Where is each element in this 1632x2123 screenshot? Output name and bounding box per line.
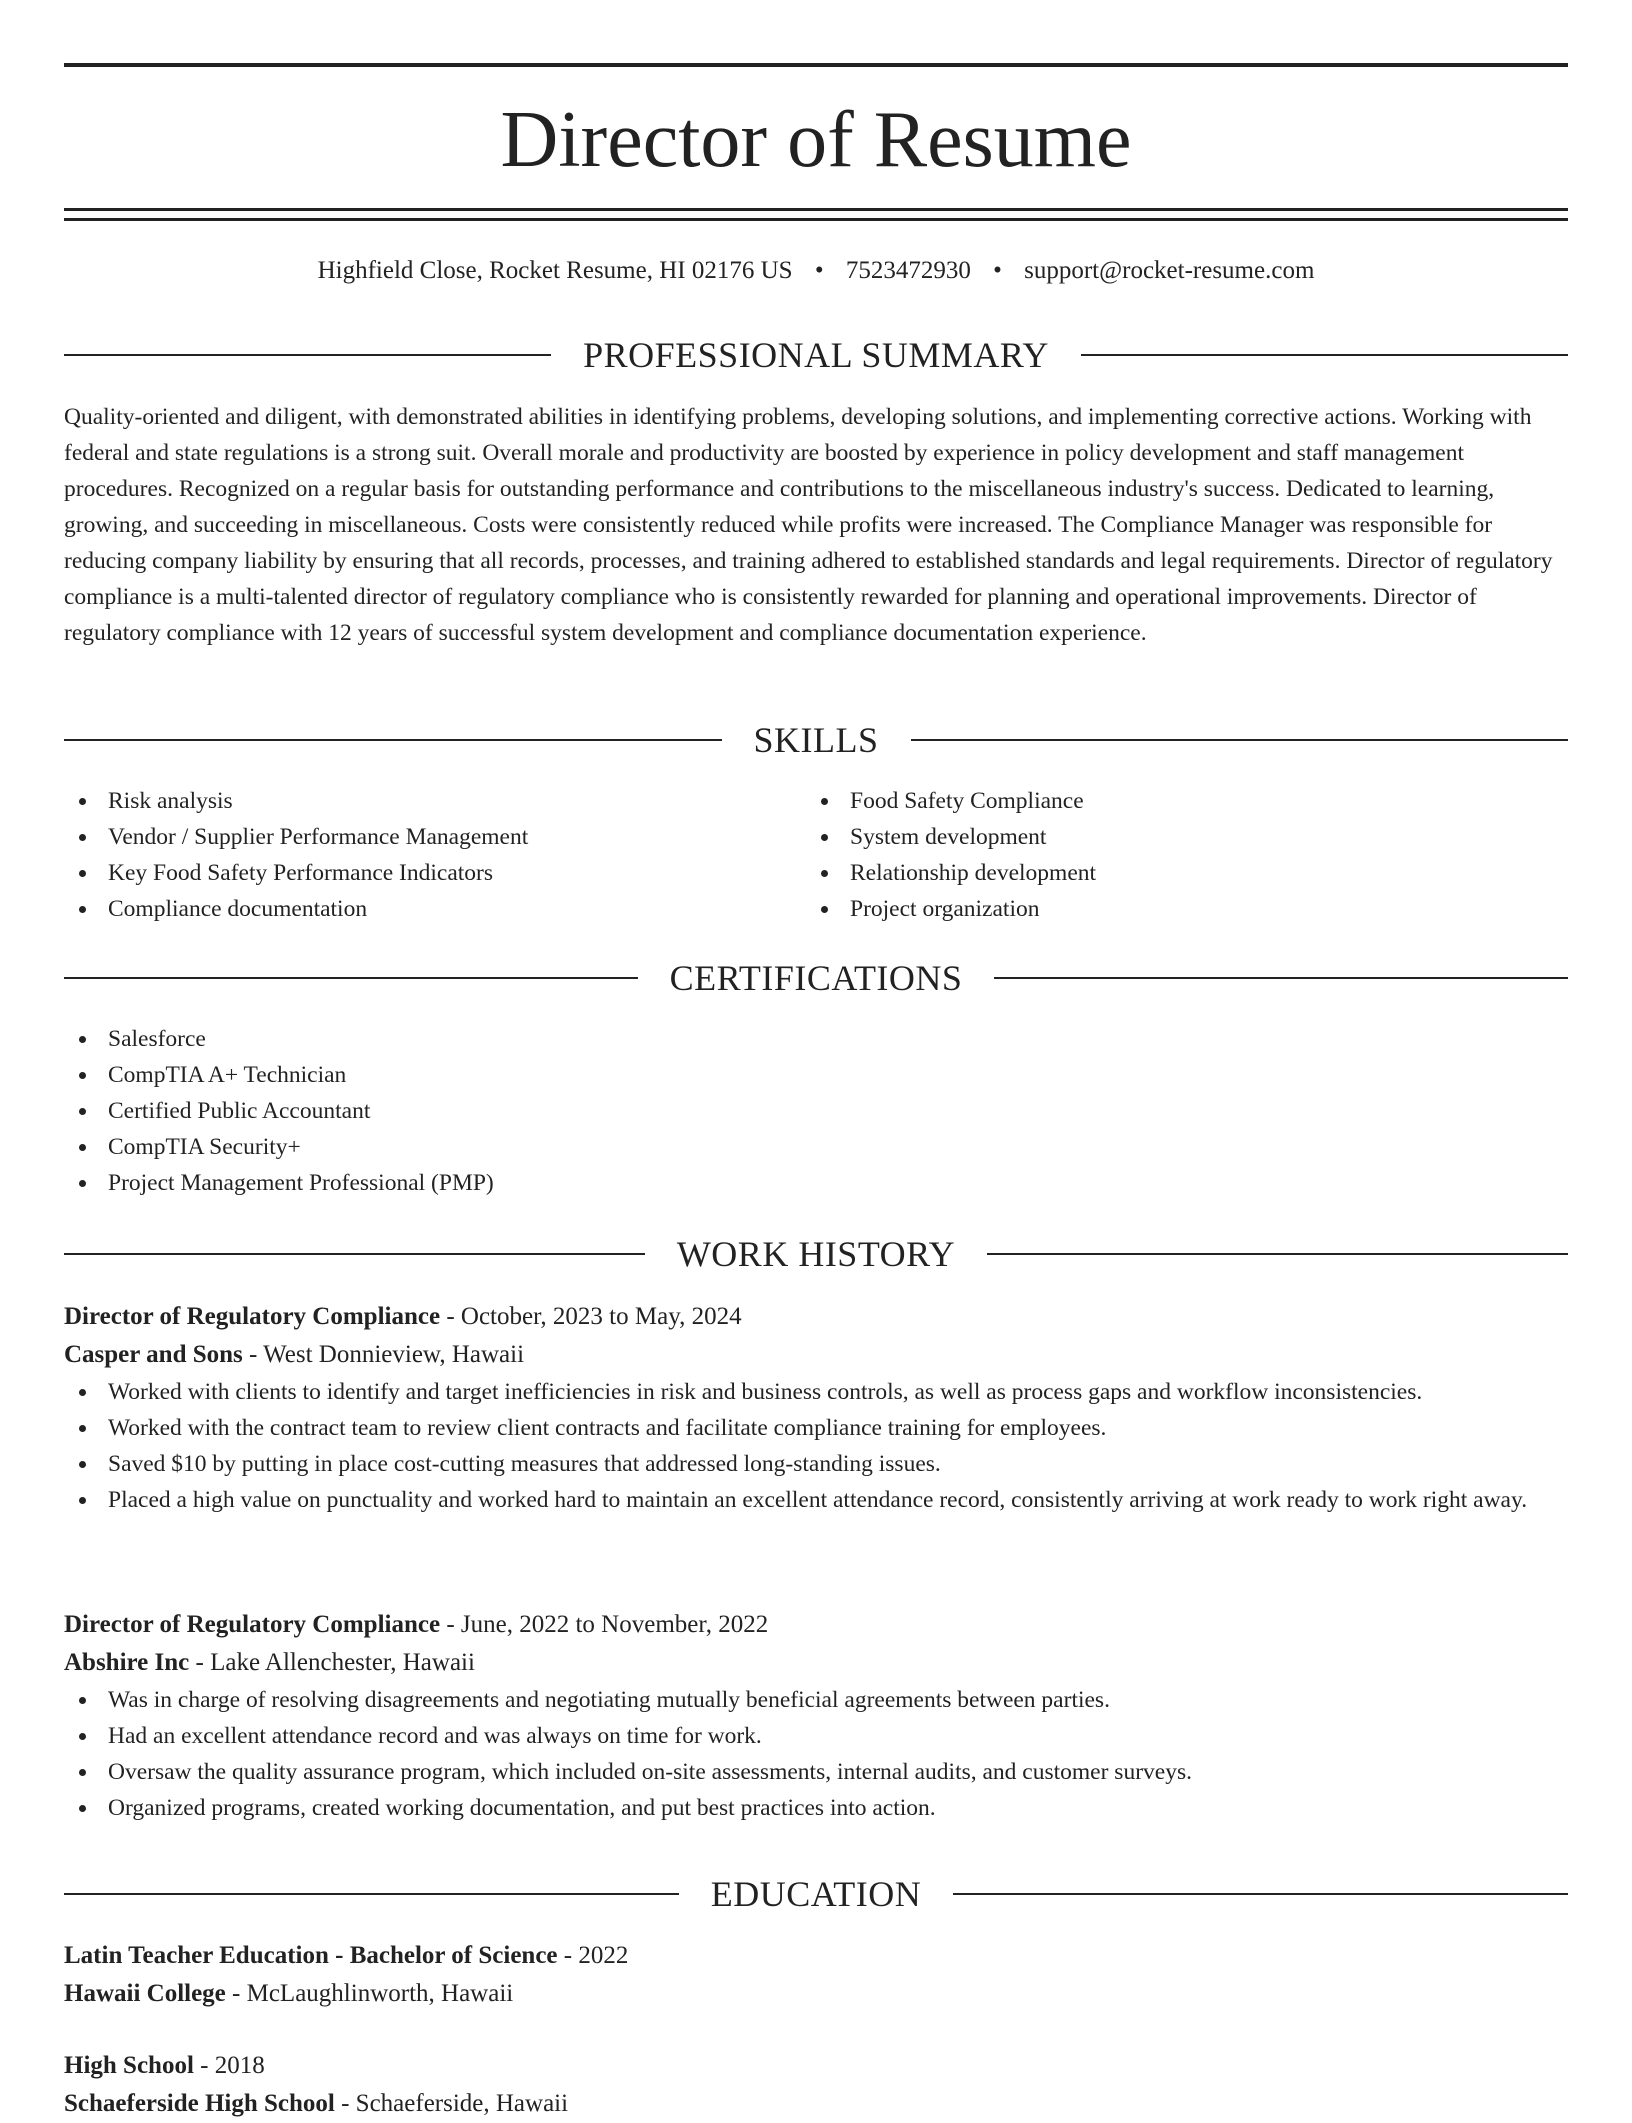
degree-line bbox=[64, 1937, 1568, 1975]
dash: - bbox=[225, 1980, 247, 2007]
job-title-line bbox=[64, 1606, 1568, 1644]
contact-address: Highfield Close, Rocket Resume, HI 02176 US bbox=[317, 257, 793, 284]
employer-name: Casper and Sons bbox=[64, 1341, 243, 1368]
top-rule bbox=[64, 63, 1568, 67]
job-title: Director of Regulatory Compliance bbox=[64, 1303, 441, 1330]
skills-column-left bbox=[64, 783, 806, 927]
contact-line bbox=[64, 253, 1568, 289]
degree-line bbox=[64, 2047, 1568, 2085]
double-rule bbox=[64, 208, 1568, 221]
skill-item: Key Food Safety Performance Indicators bbox=[64, 855, 806, 891]
skills-heading-label: SKILLS bbox=[753, 720, 879, 760]
job-bullet: Saved $10 by putting in place cost-cutting measures that addressed long-standing issues. bbox=[64, 1446, 1568, 1482]
job-bullet: Worked with the contract team to review client contracts and facilitate compliance training for employees. bbox=[64, 1410, 1568, 1446]
dash: - bbox=[193, 2052, 215, 2079]
resume-name: Director of Resume bbox=[500, 96, 1132, 184]
job-bullet: Was in charge of resolving disagreements and negotiating mutually beneficial agreements between parties. bbox=[64, 1682, 1568, 1718]
job-bullet: Placed a high value on punctuality and worked hard to maintain an excellent attendance record, consistently arriving at work ready to work right away. bbox=[64, 1482, 1568, 1518]
school-location: Schaeferside, Hawaii bbox=[355, 2090, 569, 2117]
school-location: McLaughlinworth, Hawaii bbox=[246, 1980, 514, 2007]
job-title-line bbox=[64, 1298, 1568, 1336]
certifications-heading bbox=[64, 956, 1568, 1000]
contact-email: support@rocket-resume.com bbox=[1024, 257, 1315, 284]
dash: - bbox=[334, 2090, 356, 2117]
certification-item: Project Management Professional (PMP) bbox=[64, 1165, 1568, 1201]
job-bullet: Oversaw the quality assurance program, which included on-site assessments, internal audits, and customer surveys. bbox=[64, 1754, 1568, 1790]
dash: - bbox=[242, 1341, 264, 1368]
school-name: Hawaii College bbox=[64, 1980, 226, 2007]
employer-location: West Donnieview, Hawaii bbox=[263, 1341, 525, 1368]
work-history-heading bbox=[64, 1232, 1568, 1276]
education-heading bbox=[64, 1872, 1568, 1916]
certifications-list bbox=[64, 1021, 1568, 1201]
job-title: Director of Regulatory Compliance bbox=[64, 1611, 441, 1638]
skills-heading bbox=[64, 718, 1568, 762]
education-heading-label: EDUCATION bbox=[710, 1874, 922, 1914]
degree: High School bbox=[64, 2052, 194, 2079]
employer-location: Lake Allenchester, Hawaii bbox=[210, 1649, 475, 1676]
employer-line bbox=[64, 1644, 1568, 1682]
job-bullets bbox=[64, 1374, 1568, 1518]
summary-text: Quality-oriented and diligent, with demonstrated abilities in identifying problems, developing solutions, and implementing corrective actions. Working with federal and state regulations is a strong suit. Overall morale and productivity are boosted by experience in policy development and staff management procedures. Recognized on a regular basis for outstanding performance and contributions to the miscellaneous industry's success. Dedicated to learning, growing, and succeeding in miscellaneous. Costs were consistently reduced while profits were increased. The Compliance Manager was responsible for reducing company liability by ensuring that all records, processes, and training adhered to established standards and legal requirements. Director of regulatory compliance is a multi-talented director of regulatory compliance who is consistently rewarded for planning and operational improvements. Director of regulatory compliance with 12 years of successful system development and compliance documentation experience. bbox=[64, 404, 1553, 646]
certification-item: CompTIA Security+ bbox=[64, 1129, 1568, 1165]
dash: - bbox=[189, 1649, 211, 1676]
skill-item: Risk analysis bbox=[64, 783, 806, 819]
dash: - bbox=[440, 1303, 461, 1330]
skills-column-right bbox=[806, 783, 1548, 927]
work-history-heading-label: WORK HISTORY bbox=[676, 1234, 956, 1274]
school-line bbox=[64, 1975, 1568, 2013]
employer-name: Abshire Inc bbox=[64, 1649, 190, 1676]
job-dates: June, 2022 to November, 2022 bbox=[460, 1611, 769, 1638]
employer-line bbox=[64, 1336, 1568, 1374]
job-entry bbox=[64, 1606, 1568, 1826]
dash: - bbox=[440, 1611, 461, 1638]
contact-separator: • bbox=[993, 257, 1002, 284]
summary-heading bbox=[64, 333, 1568, 377]
certification-item: Salesforce bbox=[64, 1021, 1568, 1057]
school-name: Schaeferside High School bbox=[64, 2090, 335, 2117]
skills-list bbox=[64, 783, 1568, 927]
contact-phone: 7523472930 bbox=[845, 257, 971, 284]
certification-item: CompTIA A+ Technician bbox=[64, 1057, 1568, 1093]
education-entry bbox=[64, 1937, 1568, 2013]
job-bullet: Worked with clients to identify and target inefficiencies in risk and business controls, as well as process gaps and workflow inconsistencies. bbox=[64, 1374, 1568, 1410]
certifications-heading-label: CERTIFICATIONS bbox=[669, 958, 963, 998]
skill-item: Compliance documentation bbox=[64, 891, 806, 927]
job-bullet: Had an excellent attendance record and was always on time for work. bbox=[64, 1718, 1568, 1754]
job-entry bbox=[64, 1298, 1568, 1518]
summary-heading-label: PROFESSIONAL SUMMARY bbox=[583, 335, 1049, 375]
graduation-year: 2022 bbox=[578, 1942, 629, 1969]
certification-item: Certified Public Accountant bbox=[64, 1093, 1568, 1129]
graduation-year: 2018 bbox=[214, 2052, 265, 2079]
skill-item: Relationship development bbox=[806, 855, 1548, 891]
job-bullets bbox=[64, 1682, 1568, 1826]
job-dates: October, 2023 to May, 2024 bbox=[460, 1303, 742, 1330]
school-line bbox=[64, 2085, 1568, 2123]
dash: - bbox=[557, 1942, 579, 1969]
job-bullet: Organized programs, created working documentation, and put best practices into action. bbox=[64, 1790, 1568, 1826]
skill-item: System development bbox=[806, 819, 1548, 855]
skill-item: Vendor / Supplier Performance Management bbox=[64, 819, 806, 855]
degree: Latin Teacher Education - Bachelor of Science bbox=[64, 1942, 558, 1969]
contact-separator: • bbox=[814, 257, 824, 284]
skill-item: Project organization bbox=[806, 891, 1548, 927]
skill-item: Food Safety Compliance bbox=[806, 783, 1548, 819]
